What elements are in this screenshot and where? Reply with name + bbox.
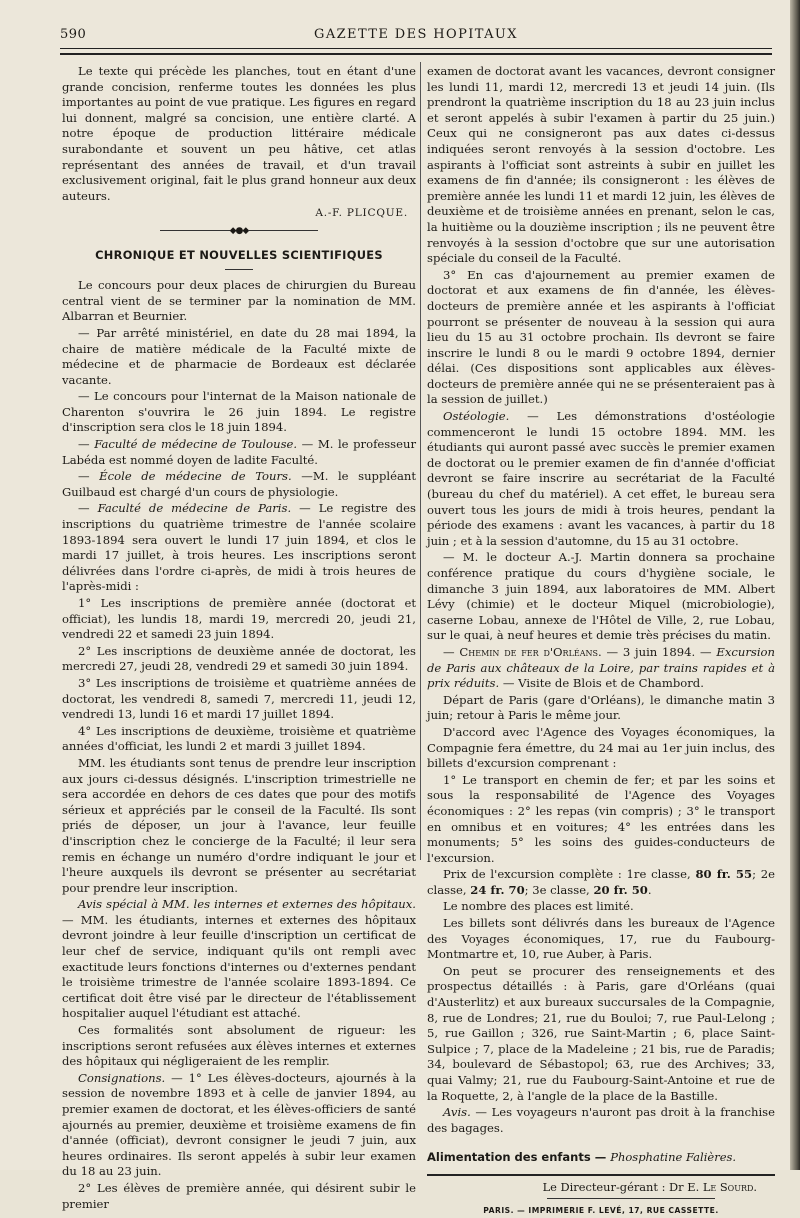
short-rule — [225, 269, 253, 270]
imprint-rule — [547, 1198, 715, 1199]
news-paragraph: examen de doctorat avant les vacances, devront consigner les lundi 11, mardi 12, mercredi 13 et jeudi 14 juin. (Ils prendront la quatrième inscription du 18 au 23 juin inclus et seront appelés à subir l'examen à partir du 25 juin.) Ceux qui ne consigneront pas aux dates ci-dessus indiquées seront renvoyés à la session d'octobre. Les aspirants à l'officiat sont astreints à subir en juillet les examens de fin d'année; ils consigneront : les élèves de première année les lundi 11 et mardi 12 juin, les élèves de deuxième et de troisième années en prenant, selon le cas, la huitième ou la douzième inscription ; ils ne peuvent être renvoyés à la session d'octobre que sur une autorisation spéciale du conseil de la Faculté. — [427, 64, 775, 266]
news-paragraph: On peut se procurer des renseignements et des prospectus détaillés : à Paris, gare d'Orléans (quai d'Austerlitz) et aux bureaux succursales de la Compagnie, 8, rue de Londres; 21, rue du Bouloi; 7, rue Paul-Lelong ; 5, rue Gaillon ; 326, rue Saint-Martin ; 6, place Saint-Sulpice ; 7, place de la Madeleine ; 21 bis, rue de Paradis; 34, boulevard de Sébastopol; 63, rue des Archives; 33, quai Valmy; 21, rue du Faubourg-Saint-Antoine et rue de la Roquette, 2, à l'angle de la place de la Bastille. — [427, 963, 775, 1103]
running-header — [60, 27, 772, 45]
news-paragraph: Ostéologie. — Les démonstrations d'ostéologie commenceront le lundi 15 octobre 1894. MM. les étudiants qui auront passé avec succès le premier examen de doctorat ou le premier examen de fin d'année d'officiat devront se faire inscrire au secrétariat de la Faculté (bureau du chef du matériel). A cet effet, le bureau sera ouvert tous les jours de midi à trois heures, pendant la période des examens : avant les vacances, à partir du 18 juin ; et à la session d'automne, du 15 au 31 octobre. — [427, 409, 775, 548]
news-paragraph: Avis. — Les voyageurs n'auront pas droit à la franchise des bagages. — [427, 1105, 775, 1135]
header-rule-thick — [60, 53, 772, 55]
printer-imprint: PARIS. — IMPRIMERIE F. LEVÉ, 17, RUE CASSETTE. — [483, 1205, 719, 1215]
advertisement-line: Alimentation des enfants — Phosphatine Falières. — [427, 1150, 737, 1165]
news-paragraph: — École de médecine de Tours. —M. le suppléant Guilbaud est chargé d'un cours de physiologie. — [62, 469, 416, 499]
news-paragraph: Les billets sont délivrés dans les bureaux de l'Agence des Voyages économiques, 17, rue du Faubourg-Montmartre et, 10, rue Auber, à Paris. — [427, 916, 775, 962]
news-paragraph: Le concours pour deux places de chirurgien du Bureau central vient de se terminer par la nomination de MM. Albarran et Beurnier. — [62, 278, 416, 324]
news-paragraph: 4° Les inscriptions de deuxième, troisième et quatrième années d'officiat, les lundi 2 et mardi 3 juillet 1894. — [62, 723, 416, 754]
news-paragraph: — Faculté de médecine de Paris. — Le registre des inscriptions du quatrième trimestre de l'année scolaire 1893-1894 sera ouvert le lundi 17 juin 1894, et clos le mardi 17 juillet, à trois heures. Les inscriptions seront délivrées dans l'ordre ci-après, de midi à trois heures de l'après-midi : — [62, 501, 416, 594]
news-paragraph: Avis spécial à MM. les internes et externes des hôpitaux. — MM. les étudiants, internes et externes des hôpitaux devront joindre à leur feuille d'inscription un certificat de leur chef de service, indiquant qu'ils ont rempli avec exactitude leurs fonctions d'internes ou d'externes pendant le troisième trimestre de l'année scolaire 1893-1894. Ce certificat doit être visé par le directeur de l'établissement hospitalier auquel l'étudiant est attaché. — [62, 897, 416, 1021]
news-paragraph: Ces formalités sont absolument de rigueur: les inscriptions seront refusées aux élèves internes et externes des hôpitaux qui négligeraient de les remplir. — [62, 1023, 416, 1069]
news-paragraph: Consignations. — 1° Les élèves-docteurs, ajournés à la session de novembre 1893 et à celle de janvier 1894, au premier examen de doctorat, et les élèves-officiers de santé ajournés au premier, deuxième et troisième examens de fin d'année (officiat), devront consigner le jeudi 7 juin, aux heures ordinaires. Ils seront appelés à subir leur examen du 18 au 23 juin. — [62, 1070, 416, 1179]
header-rule — [60, 48, 772, 49]
news-paragraph: D'accord avec l'Agence des Voyages économiques, la Compagnie fera émettre, du 24 mai au 1er juin inclus, des billets d'excursion comprenant : — [427, 724, 775, 771]
managing-director: Le Directeur-gérant : Dr E. Le Sourd. — [542, 1179, 757, 1194]
closing-rule — [427, 1174, 775, 1176]
column-divider — [420, 62, 421, 860]
news-paragraph: 2° Les inscriptions de deuxième année de doctorat, les mercredi 27, jeudi 28, vendredi 29 et samedi 30 juin 1894. — [62, 643, 416, 674]
news-paragraph: 3° Les inscriptions de troisième et quatrième années de doctorat, les vendredi 8, samedi 7, mercredi 11, jeudi 12, vendredi 13, lundi 16 et mardi 17 juillet 1894. — [62, 675, 416, 722]
news-paragraph: MM. les étudiants sont tenus de prendre leur inscription aux jours ci-dessus désignés. L'inscription trimestrielle ne sera accordée en dehors de ces dates que pour des motifs sérieux et appréciés par le conseil de la Faculté. Ils sont priés de déposer, un jour à l'avance, leur feuille d'inscription chez le concierge de la Faculté; il leur sera remis en échange un numéro d'ordre indiquant le jour et l'heure auxquels ils devront se présenter au secrétariat pour prendre leur inscription. — [62, 755, 416, 895]
left-column — [62, 64, 416, 1212]
news-paragraph: — Le concours pour l'internat de la Maison nationale de Charenton s'ouvrira le 26 juin 1894. Le registre d'inscription sera clos le 18 juin 1894. — [62, 389, 416, 435]
news-paragraph: — M. le docteur A.-J. Martin donnera sa prochaine conférence pratique du cours d'hygiène sociale, le dimanche 3 juin 1894, aux laboratoires de MM. Albert Lévy (chimie) et le docteur Miquel (microbiologie), caserne Lobau, annexe de l'Hôtel de Ville, 2, rue Lobau, sur le quai, à neuf heures et demie très précises du matin. — [427, 550, 775, 643]
journal-title: GAZETTE DES HOPITAUX — [314, 27, 518, 42]
review-paragraph: Le texte qui précède les planches, tout en étant d'une grande concision, renferme toutes les données les plus importantes au point de vue pratique. Les figures en regard lui donnent, malgré sa concision, une entière clarté. A notre époque de production littéraire médicale surabondante et souvent un peu hâtive, cet atlas représentant des années de travail, et d'un travail exclusivement original, fait le plus grand honneur aux deux auteurs. — [62, 64, 416, 203]
news-paragraph: Départ de Paris (gare d'Orléans), le dimanche matin 3 juin; retour à Paris le même jour. — [427, 692, 775, 723]
news-paragraph: — Faculté de médecine de Toulouse. — M. le professeur Labéda est nommé doyen de ladite Faculté. — [62, 437, 416, 467]
price-paragraph: Prix de l'excursion complète : 1re classe, 80 fr. 55; 2e classe, 24 fr. 70; 3e classe, 20 fr. 50. — [427, 867, 775, 897]
news-paragraph: Le nombre des places est limité. — [443, 899, 634, 914]
right-column — [427, 64, 775, 1218]
page-number: 590 — [60, 27, 87, 42]
section-title: CHRONIQUE ET NOUVELLES SCIENTIFIQUES — [95, 247, 383, 262]
news-paragraph: — Par arrêté ministériel, en date du 28 mai 1894, la chaire de matière médicale de la Faculté mixte de médecine et de pharmacie de Bordeaux est déclarée vacante. — [62, 325, 416, 387]
news-paragraph: 1° Le transport en chemin de fer; et par les soins et sous la responsabilité de l'Agence des Voyages économiques : 2° les repas (vin compris) ; 3° le transport en omnibus et en voitures; 4° les entrées dans les monuments; 5° les soins des guides-conducteurs de l'excursion. — [427, 772, 775, 865]
news-paragraph: 3° En cas d'ajournement au premier examen de doctorat et aux examens de fin d'année, les élèves-docteurs de première année et les aspirants à l'officiat pourront se présenter de nouveau à la session qui aura lieu du 15 au 31 octobre prochain. Ils devront se faire inscrire le lundi 8 ou le mardi 9 octobre 1894, dernier délai. (Ces dispositions sont applicables aux élèves-docteurs de première année qui ne se présenteraient pas à la session de juillet.) — [427, 267, 775, 407]
ornament-divider: ◆●◆ — [62, 224, 416, 240]
news-paragraph: — Chemin de fer d'Orléans. — 3 juin 1894. — Excursion de Paris aux châteaux de la Loire, par trains rapides et à prix réduits. — Visite de Blois et de Chambord. — [427, 644, 775, 691]
news-paragraph: 2° Les élèves de première année, qui désirent subir le premier — [62, 1180, 416, 1211]
page-edge-shadow — [790, 0, 800, 1170]
news-paragraph: 1° Les inscriptions de première année (doctorat et officiat), les lundis 18, mardi 19, mercredi 20, jeudi 21, vendredi 22 et samedi 23 juin 1894. — [62, 596, 416, 642]
author-signature: A.-F. PLICQUE. — [315, 207, 408, 220]
